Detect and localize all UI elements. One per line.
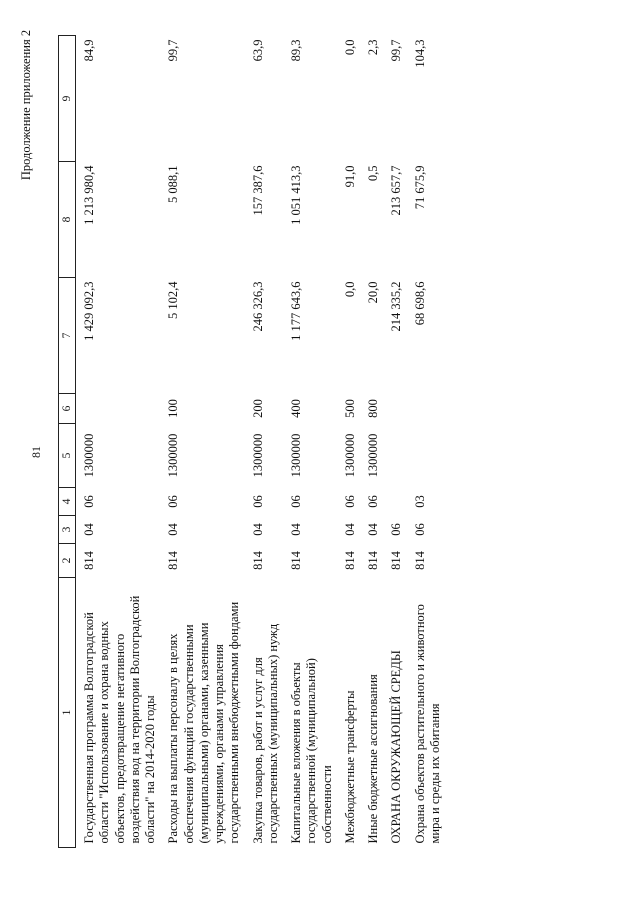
cell-percent: 63,9	[250, 39, 265, 62]
row-name: Капитальные вложения в объекты государственной (муниципальной) собственности	[289, 658, 334, 844]
cell-expense-type	[76, 394, 163, 424]
cell-ministry: 814	[412, 551, 427, 570]
cell-ministry: 814	[289, 551, 304, 570]
cell-target-article: 1300000	[166, 433, 181, 478]
table-row	[409, 36, 448, 848]
cell-subsection: 06	[289, 495, 304, 508]
table-row	[362, 36, 385, 848]
cell-subsection	[385, 488, 408, 516]
cell-target-article	[385, 424, 408, 488]
cell-executed: 0,5	[366, 165, 381, 182]
row-name: Расходы на выплаты персоналу в целях обеспечения функций государственными (муниципальными) органами, казенными учреждениями, органами управления государственными внебюджетными фондами	[166, 601, 242, 844]
cell-expense-type: 500	[342, 399, 357, 418]
column-header-2: 2	[59, 544, 76, 578]
budget-table	[58, 35, 447, 848]
column-header-4: 4	[59, 488, 76, 516]
column-header-7: 7	[59, 278, 76, 394]
cell-percent: 104,3	[412, 39, 427, 68]
table-row	[162, 36, 246, 848]
cell-section: 04	[250, 523, 265, 536]
cell-planned: 0,0	[342, 281, 357, 298]
cell-ministry: 814	[166, 551, 181, 570]
header-row	[59, 36, 76, 848]
column-header-8: 8	[59, 162, 76, 278]
cell-percent: 99,7	[166, 39, 181, 62]
table-row	[385, 36, 408, 848]
row-name: ОХРАНА ОКРУЖАЮЩЕЙ СРЕДЫ	[389, 650, 404, 844]
page-number: 81	[29, 446, 43, 458]
cell-ministry: 814	[389, 551, 404, 570]
cell-planned: 214 335,2	[389, 281, 404, 332]
cell-executed: 213 657,7	[389, 165, 404, 216]
table-row	[247, 36, 286, 848]
cell-executed: 71 675,9	[412, 165, 427, 210]
row-name: Государственная программа Волгоградской области "Использование и охрана водных объектов, предотвращение негативного воздействия вод на территории Волгоградской области" на 2014-2020 годы	[82, 595, 158, 844]
cell-section: 04	[166, 523, 181, 536]
cell-target-article: 1300000	[82, 433, 97, 478]
cell-section: 06	[389, 523, 404, 536]
cell-percent: 89,3	[289, 39, 304, 62]
cell-executed: 5 088,1	[166, 165, 181, 203]
cell-target-article: 1300000	[250, 433, 265, 478]
cell-executed: 1 213 980,4	[82, 165, 97, 225]
cell-target-article: 1300000	[366, 433, 381, 478]
cell-section: 04	[342, 523, 357, 536]
cell-expense-type: 100	[166, 399, 181, 418]
cell-planned: 1 177 643,6	[289, 281, 304, 341]
cell-section: 04	[366, 523, 381, 536]
cell-section: 06	[412, 523, 427, 536]
cell-ministry: 814	[250, 551, 265, 570]
cell-planned: 5 102,4	[166, 281, 181, 319]
cell-target-article: 1300000	[289, 433, 304, 478]
cell-target-article	[409, 424, 448, 488]
cell-target-article: 1300000	[342, 433, 357, 478]
cell-planned: 1 429 092,3	[82, 281, 97, 341]
cell-subsection: 06	[342, 495, 357, 508]
cell-percent: 0,0	[342, 39, 357, 56]
cell-subsection: 06	[166, 495, 181, 508]
cell-planned: 68 698,6	[412, 281, 427, 326]
cell-percent: 84,9	[82, 39, 97, 62]
cell-executed: 1 051 413,3	[289, 165, 304, 225]
cell-ministry: 814	[342, 551, 357, 570]
cell-expense-type: 400	[289, 399, 304, 418]
row-name: Закупка товаров, работ и услуг для государственных (муниципальных) нужд	[250, 623, 280, 844]
table-row	[285, 36, 339, 848]
cell-section: 04	[289, 523, 304, 536]
rotated-table-container	[58, 28, 598, 848]
table-row	[76, 36, 163, 848]
table-row	[339, 36, 362, 848]
cell-expense-type	[385, 394, 408, 424]
appendix-caption: Продолжение приложения 2	[19, 29, 33, 181]
row-name: Межбюджетные трансферты	[342, 690, 357, 844]
cell-planned: 246 326,3	[250, 281, 265, 332]
cell-subsection: 06	[250, 495, 265, 508]
column-header-9: 9	[59, 36, 76, 162]
cell-ministry: 814	[366, 551, 381, 570]
cell-section: 04	[82, 523, 97, 536]
column-header-6: 6	[59, 394, 76, 424]
cell-ministry: 814	[82, 551, 97, 570]
row-name: Иные бюджетные ассигнования	[366, 674, 381, 844]
cell-expense-type	[409, 394, 448, 424]
cell-percent: 2,3	[366, 39, 381, 56]
cell-executed: 157 387,6	[250, 165, 265, 216]
cell-subsection: 06	[366, 495, 381, 508]
column-header-5: 5	[59, 424, 76, 488]
row-name: Охрана объектов растительного и животного мира и среды их обитания	[412, 604, 442, 844]
cell-subsection: 06	[82, 495, 97, 508]
cell-subsection: 03	[412, 495, 427, 508]
cell-planned: 20,0	[366, 281, 381, 304]
cell-executed: 91,0	[342, 165, 357, 188]
column-header-3: 3	[59, 516, 76, 544]
cell-percent: 99,7	[389, 39, 404, 62]
column-header-1: 1	[59, 578, 76, 848]
cell-expense-type: 200	[250, 399, 265, 418]
cell-expense-type: 800	[366, 399, 381, 418]
